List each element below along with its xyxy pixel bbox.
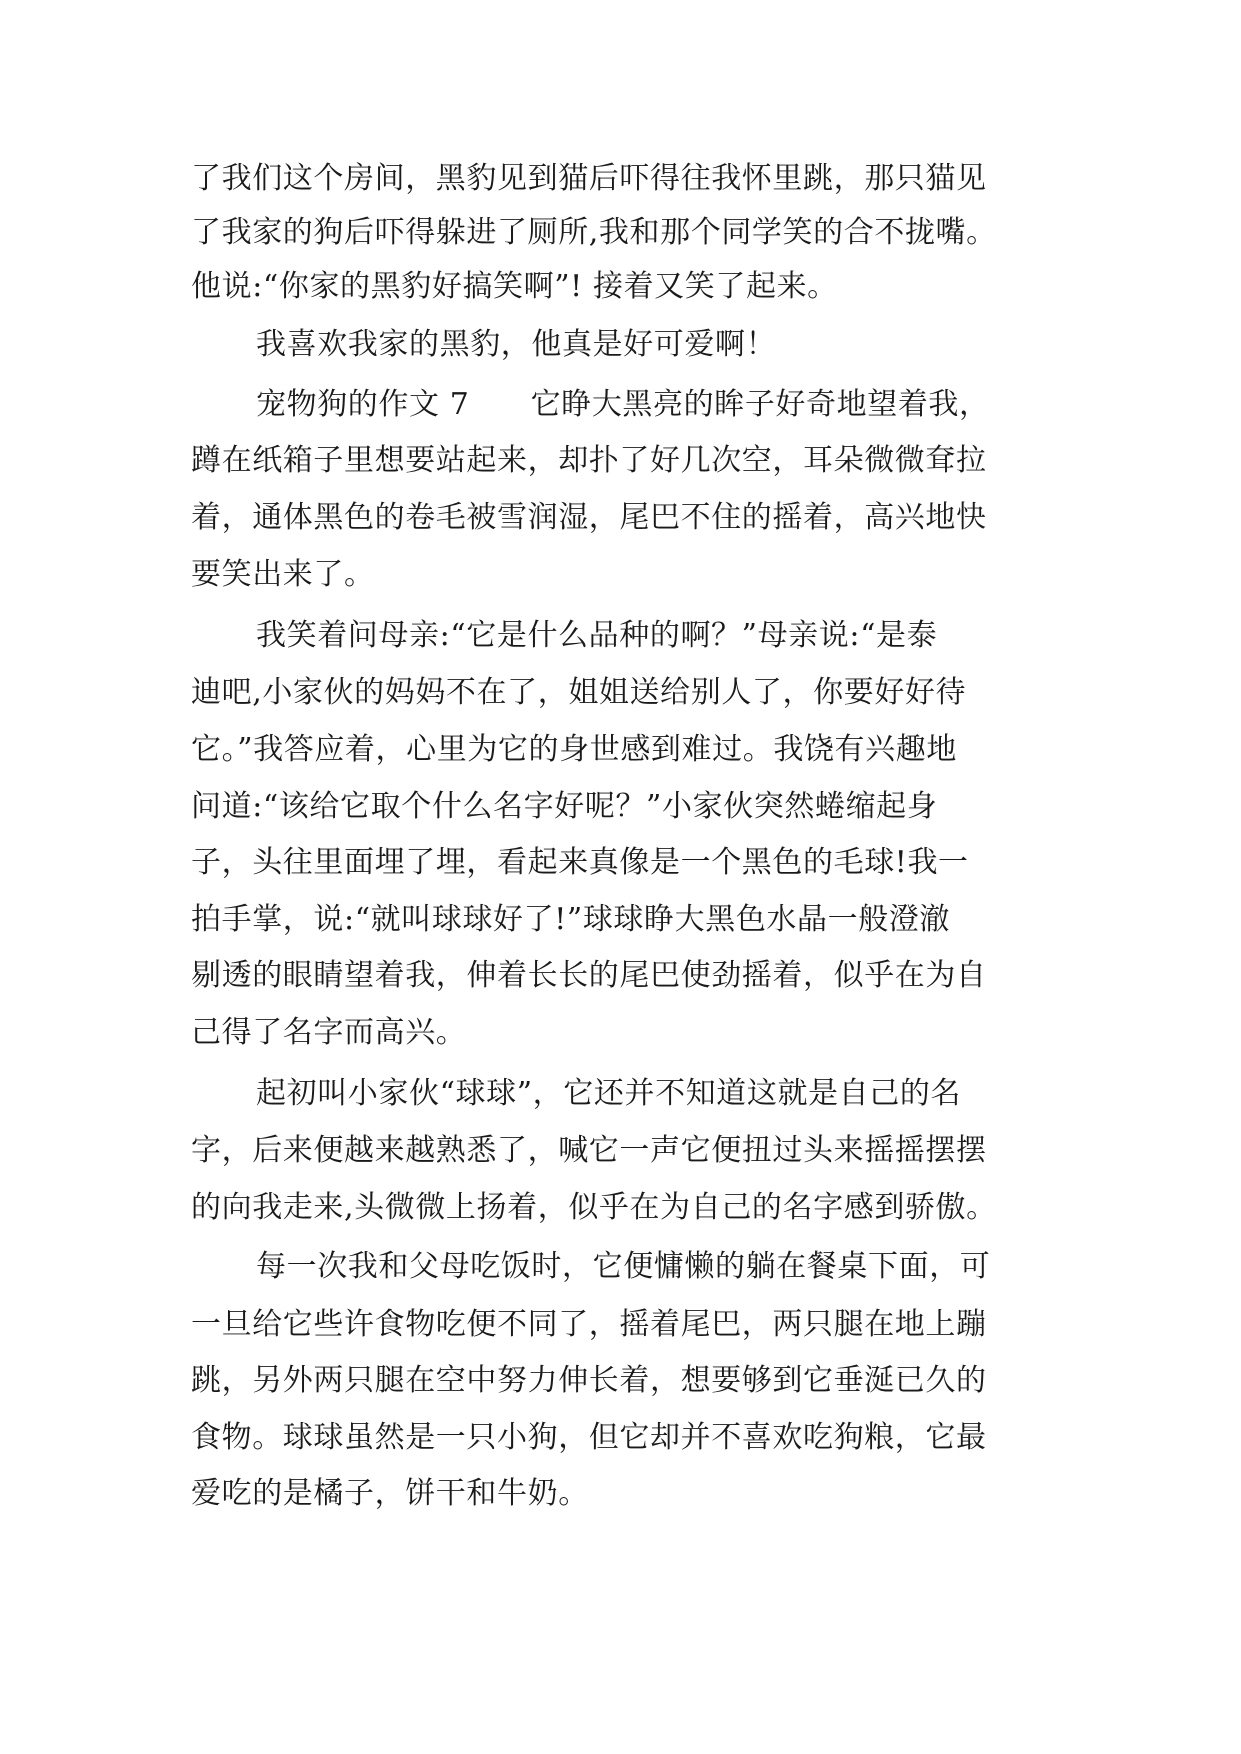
text-line: 剔透的眼睛望着我，伸着长长的尾巴使劲摇着，似乎在为自 — [191, 958, 987, 993]
text-line: 着，通体黑色的卷毛被雪润湿，尾巴不住的摇着，高兴地快 — [191, 500, 987, 535]
text-line: 了我家的狗后吓得躲进了厕所,我和那个同学笑的合不拢嘴。 — [191, 215, 997, 250]
text-line: 了我们这个房间，黑豹见到猫后吓得往我怀里跳，那只猫见 — [191, 161, 987, 196]
text-line: 食物。球球虽然是一只小狗，但它却并不喜欢吃狗粮，它最 — [191, 1420, 987, 1455]
text-line: 我笑着问母亲:“它是什么品种的啊？”母亲说:“是泰 — [256, 618, 938, 653]
text-line: 要笑出来了。 — [191, 557, 375, 592]
text-line: 每一次我和父母吃饭时，它便慵懒的躺在餐桌下面，可 — [256, 1249, 991, 1284]
text-line: 一旦给它些许食物吃便不同了，摇着尾巴，两只腿在地上蹦 — [191, 1307, 987, 1342]
text-line: 子，头往里面埋了埋，看起来真像是一个黑色的毛球!我一 — [191, 845, 969, 880]
text-line: 他说:“你家的黑豹好搞笑啊”! 接着又笑了起来。 — [191, 269, 838, 304]
text-line: 跳，另外两只腿在空中努力伸长着，想要够到它垂涎已久的 — [191, 1363, 987, 1398]
text-line: 拍手掌，说:“就叫球球好了!”球球睁大黑色水晶一般澄澈 — [191, 902, 951, 937]
text-line: 的向我走来,头微微上扬着，似乎在为自己的名字感到骄傲。 — [191, 1190, 997, 1225]
text-line: 蹲在纸箱子里想要站起来，却扑了好几次空，耳朵微微耷拉 — [191, 443, 987, 478]
text-line: 爱吃的是橘子，饼干和牛奶。 — [191, 1476, 589, 1511]
text-line: 迪吧,小家伙的妈妈不在了，姐姐送给别人了，你要好好待 — [191, 675, 967, 710]
text-line: 己得了名字而高兴。 — [191, 1015, 467, 1050]
text-line: 它。”我答应着，心里为它的身世感到难过。我饶有兴趣地 — [191, 732, 957, 767]
text-line: 起初叫小家伙“球球”，它还并不知道这就是自己的名 — [256, 1076, 962, 1111]
text-line: 问道:“该给它取个什么名字好呢？”小家伙突然蜷缩起身 — [191, 789, 938, 824]
text-line: 我喜欢我家的黑豹，他真是好可爱啊！ — [256, 327, 777, 362]
essay-heading-line: 宠物狗的作文 7 它睁大黑亮的眸子好奇地望着我， — [256, 387, 990, 422]
text-line: 字，后来便越来越熟悉了，喊它一声它便扭过头来摇摇摆摆 — [191, 1133, 987, 1168]
